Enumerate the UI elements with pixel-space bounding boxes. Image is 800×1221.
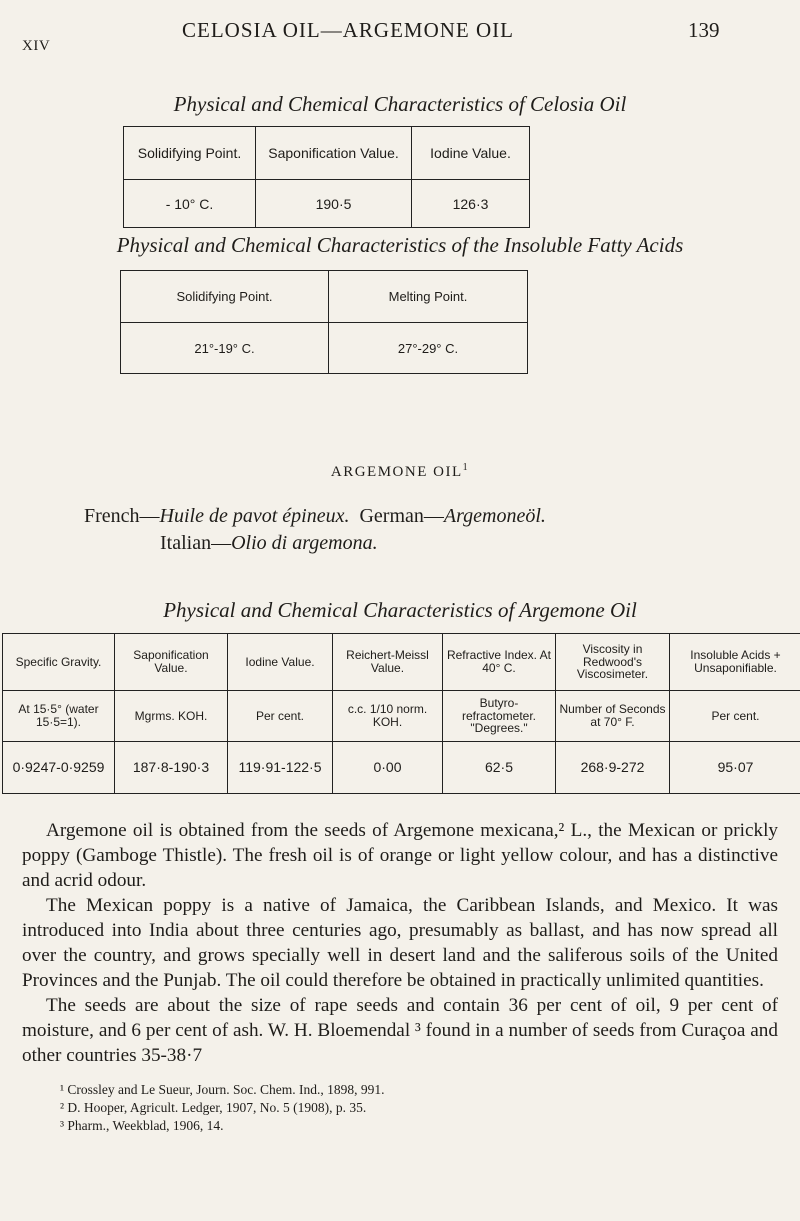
paragraph: The Mexican poppy is a native of Jamaica, the Caribbean Islands, and Mexico. It was introduced into India about three centuries ago, presumably as ballast, and has now spread all over the country, and grows specially well in desert land and the saliferous soils of the United Provinces and the Punjab. The oil could therefore be obtained in practically unlimited quantities. — [22, 895, 778, 991]
argemone-unit-cell: Butyro-refractometer. "Degrees." — [443, 691, 556, 742]
chapter-label: XIV — [22, 38, 51, 54]
running-title: CELOSIA OIL—ARGEMONE OIL — [182, 18, 514, 42]
argemone-value-cell: 0·9247-0·9259 — [3, 742, 115, 794]
argemone-header-cell: Reichert-Meissl Value. — [333, 634, 443, 691]
argemone-value-cell: 119·91-122·5 — [228, 742, 333, 794]
argemone-heading: Physical and Chemical Characteristics of Argemone Oil — [163, 598, 637, 622]
argemone-header-cell: Iodine Value. — [228, 634, 333, 691]
celosia-header-cell: Solidifying Point. — [124, 127, 256, 180]
argemone-value-cell: 187·8-190·3 — [115, 742, 228, 794]
argemone-unit-cell: Per cent. — [228, 691, 333, 742]
celosia-header-cell: Iodine Value. — [412, 127, 530, 180]
page-number: 139 — [688, 18, 720, 42]
argemone-value-cell: 0·00 — [333, 742, 443, 794]
argemone-unit-cell: c.c. 1/10 norm. KOH. — [333, 691, 443, 742]
names-line-2 — [160, 532, 378, 555]
names-line-1 — [84, 505, 546, 528]
italian-name: Olio di argemona. — [231, 532, 378, 554]
argemone-header-cell: Insoluble Acids + Unsaponifiable. — [670, 634, 800, 691]
german-name: Argemoneöl. — [443, 505, 546, 527]
argemone-title — [0, 462, 800, 481]
argemone-value-cell: 268·9-272 — [556, 742, 670, 794]
argemone-unit-cell: At 15·5° (water 15·5=1). — [3, 691, 115, 742]
argemone-value-cell: 95·07 — [670, 742, 800, 794]
italian-label: Italian— — [160, 532, 232, 554]
argemone-header-cell: Specific Gravity. — [3, 634, 115, 691]
footnote: ¹ Crossley and Le Sueur, Journ. Soc. Chem. Ind., 1898, 991. — [60, 1082, 385, 1097]
argemone-table — [2, 633, 800, 794]
argemone-header-cell: Saponification Value. — [115, 634, 228, 691]
french-label: French— — [84, 505, 160, 527]
celosia-value-cell: 190·5 — [256, 180, 412, 228]
argemone-title-text: ARGEMONE OIL — [330, 464, 463, 480]
argemone-unit-cell: Mgrms. KOH. — [115, 691, 228, 742]
german-label: German— — [359, 505, 444, 527]
paragraph: Argemone oil is obtained from the seeds of Argemone mexicana,² L., the Mexican or prickly poppy (Gamboge Thistle). The fresh oil is of orange or light yellow colour, and has a distinctive and acrid odour. — [22, 820, 778, 891]
argemone-header-cell: Refractive Index. At 40° C. — [443, 634, 556, 691]
fatty-acids-heading: Physical and Chemical Characteristics of the Insoluble Fatty Acids — [116, 233, 684, 257]
footnote-ref: 1 — [462, 462, 470, 473]
footnote: ² D. Hooper, Agricult. Ledger, 1907, No. 5 (1908), p. 35. — [60, 1100, 367, 1115]
argemone-value-cell: 62·5 — [443, 742, 556, 794]
argemone-header-cell: Viscosity in Redwood's Viscosimeter. — [556, 634, 670, 691]
paragraph: The seeds are about the size of rape seeds and contain 36 per cent of oil, 9 per cent of moisture, and 6 per cent of ash. W. H. Bloemendal ³ found in a number of seeds from Curaçoa and other countries 35-38·7 — [22, 995, 778, 1066]
celosia-value-cell: - 10° C. — [124, 180, 256, 228]
argemone-unit-cell: Number of Seconds at 70° F. — [556, 691, 670, 742]
fatty-acids-table — [120, 270, 528, 374]
celosia-header-cell: Saponification Value. — [256, 127, 412, 180]
footnotes — [60, 1081, 384, 1135]
argemone-unit-cell: Per cent. — [670, 691, 800, 742]
celosia-table — [123, 126, 530, 228]
fatty-acids-value-cell: 27°-29° C. — [329, 323, 528, 374]
body-text — [22, 818, 778, 1068]
fatty-acids-header-cell: Solidifying Point. — [121, 271, 329, 323]
fatty-acids-header-cell: Melting Point. — [329, 271, 528, 323]
celosia-value-cell: 126·3 — [412, 180, 530, 228]
footnote: ³ Pharm., Weekblad, 1906, 14. — [60, 1118, 224, 1133]
fatty-acids-value-cell: 21°-19° C. — [121, 323, 329, 374]
french-name: Huile de pavot épineux. — [159, 505, 350, 527]
celosia-heading: Physical and Chemical Characteristics of Celosia Oil — [173, 92, 627, 116]
